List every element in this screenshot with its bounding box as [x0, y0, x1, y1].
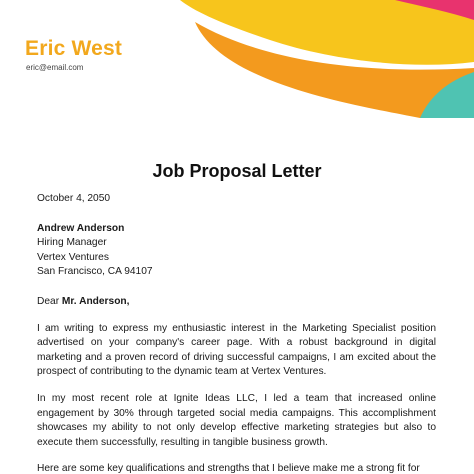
- recipient-block: [37, 222, 436, 280]
- document-title: Job Proposal Letter: [152, 161, 322, 181]
- recipient-company: Vertex Ventures: [37, 251, 109, 263]
- recipient-name: Andrew Anderson: [37, 222, 125, 234]
- sender-name: Eric West: [25, 37, 123, 60]
- sender-email: eric@email.com: [26, 63, 84, 72]
- recipient-position: Hiring Manager: [37, 237, 107, 249]
- salutation-name: Mr. Anderson,: [61, 295, 130, 307]
- letter-body: [37, 192, 436, 474]
- paragraph-experience: In my most recent role at Ignite Ideas LLC, I led a team that increased online engagement by 30% through targeted social media campaigns. This accomplishment showcases my ability to not only develop effective marketing strategies but also to execute them successfully, resulting in tangible business growth.: [37, 392, 436, 448]
- paragraph-qualifications: Here are some key qualifications and strengths that I believe make me a strong fit for: [37, 463, 420, 474]
- paragraph-intro: I am writing to express my enthusiastic interest in the Marketing Specialist position advertised on your company's career page. With a robust background in digital marketing and a proven record of driving successful campaigns, I am excited about the prospect of contributing to the dynamic team at Vertex Ventures.: [37, 322, 436, 378]
- salutation: [37, 295, 436, 310]
- letter-date: October 4, 2050: [37, 193, 111, 204]
- recipient-location: San Francisco, CA 94107: [37, 266, 153, 278]
- salutation-prefix: Dear: [37, 295, 62, 307]
